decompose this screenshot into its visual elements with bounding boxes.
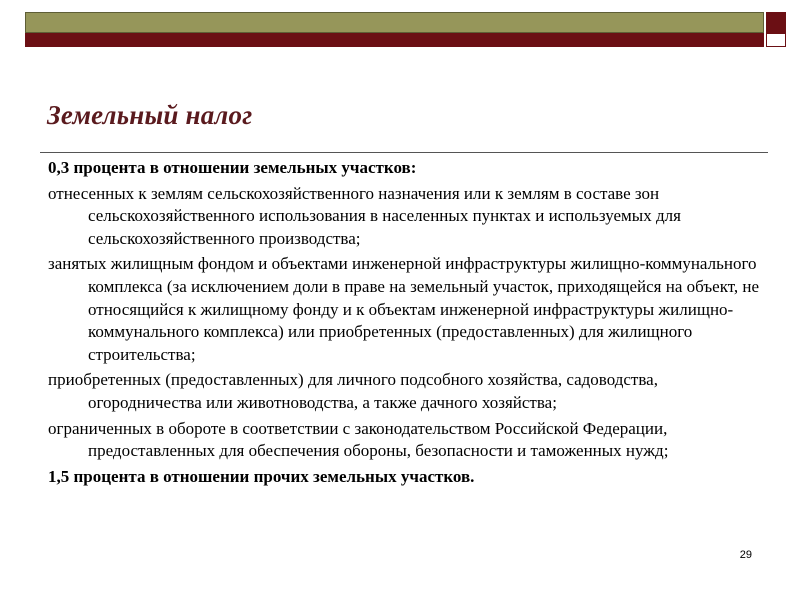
slide-body: [48, 157, 760, 491]
list-item-housing-land: занятых жилищным фондом и объектами инженерной инфраструктуры жилищно-коммунального комплекса (за исключением доли в праве на земельный участок, приходящейся на объект, не относящийся к жилищному фонду и к объектам инженерной инфраструктуры жилищно-коммунального комплекса) или приобретенных (предоставленных) для жилищного строительства;: [48, 254, 760, 364]
slide-title: Земельный налог: [47, 100, 253, 130]
header-square-outline: [766, 33, 786, 47]
header-bar-maroon: [25, 33, 764, 47]
rate-heading-reduced: 0,3 процента в отношении земельных участков:: [48, 158, 417, 177]
header-square-filled: [766, 12, 786, 33]
rate-heading-other: 1,5 процента в отношении прочих земельных участков.: [48, 466, 475, 486]
list-item-personal-farming-land: приобретенных (предоставленных) для личного подсобного хозяйства, садоводства, огородничества или животноводства, а также дачного хозяйства;: [48, 370, 658, 412]
list-item-agricultural-land: отнесенных к землям сельскохозяйственного назначения или к землям в составе зон сельскохозяйственного использования в населенных пунктах и используемых для сельскохозяйственного производства;: [48, 183, 681, 248]
list-item-restricted-land: ограниченных в обороте в соответствии с законодательством Российской Федерации, предоставленных для обеспечения обороны, безопасности и таможенных нужд;: [48, 418, 669, 461]
title-divider: [40, 152, 768, 153]
header-bar-olive: [25, 12, 764, 33]
page-number: 29: [739, 549, 752, 561]
